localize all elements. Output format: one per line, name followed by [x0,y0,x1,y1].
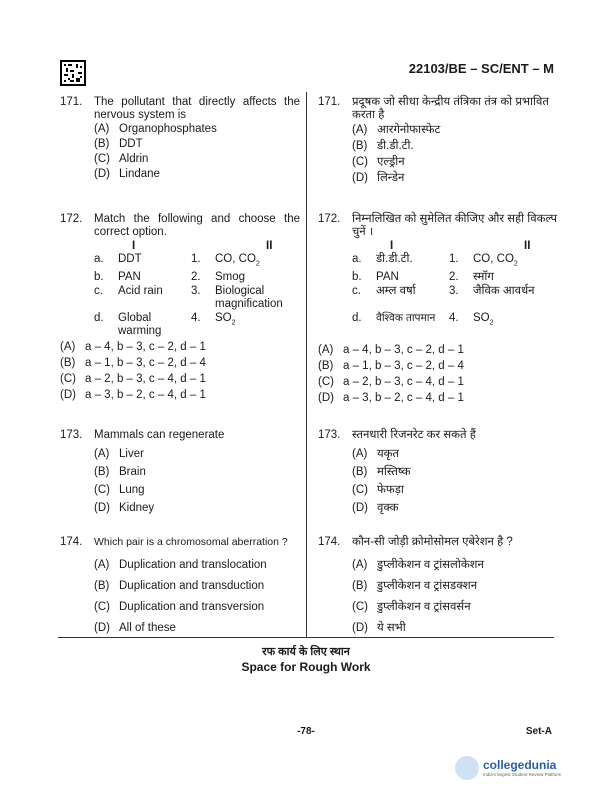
option: (B) a – 1, b – 3, c – 2, d – 4 [60,357,206,370]
question-text: Which pair is a chromosomal aberration ? [94,536,288,548]
option: (A) a – 4, b – 3, c – 2, d – 1 [318,343,464,356]
column-divider [306,92,307,638]
option: (C) डुप्लीकेशन व ट्रांसवर्सन [352,601,471,613]
option: (A) Liver [94,448,144,460]
question-text: कौन-सी जोड़ी क्रोमोसोमल एबेरेशन है ? [352,536,513,548]
option: (B) डी.डी.टी. [352,140,414,152]
question-number: 172. [318,213,341,225]
option: (C) फेफड़ा [352,484,404,496]
option: (A) Duplication and translocation [94,559,267,571]
match-row: c. अम्ल वर्षा 3. जैविक आवर्धन [352,285,535,298]
question-text: Match the following and choose the correct option. [94,213,300,238]
option: (D) ये सभी [352,622,406,634]
option: (A) a – 4, b – 3, c – 2, d – 1 [60,341,206,354]
question-number: 171. [318,96,341,108]
match-row: d. Global warming 4. $SO_2$ [94,312,236,338]
option: (C) Aldrin [94,153,149,165]
option: (C) a – 2, b – 3, c – 4, d – 1 [60,373,206,386]
option: (D) लिन्डेन [352,172,405,184]
match-row: d. वैश्विक तापमान 4. $SO_2$ [352,312,494,327]
question-number: 171. [60,96,83,108]
option: (A) डुप्लीकेशन व ट्रांसलोकेशन [352,559,484,571]
watermark-tagline: India's largest Student Review Platform [483,772,562,777]
option: (D) वृक्क [352,502,399,514]
question-text: स्तनधारी रिजनरेट कर सकते हैं [352,429,476,441]
question-172-hindi [318,213,558,406]
mascot-icon [455,756,479,780]
question-number: 174. [318,536,341,548]
question-172 [60,213,300,403]
question-text: प्रदूषक जो सीधा केन्द्रीय तंत्रिका तंत्र को प्रभावित करता है [352,96,549,121]
question-text: The pollutant that directly affects the nervous system is [94,96,300,121]
question-number: 173. [60,429,83,441]
question-number: 174. [60,536,83,548]
option: (C) Lung [94,484,145,496]
match-row: a. डी.डी.टी. 1. CO, $CO_2$ [352,253,518,268]
question-number: 173. [318,429,341,441]
watermark [455,754,565,782]
option: (D) a – 3, b – 2, c – 4, d – 1 [60,389,206,402]
question-text: Mammals can regenerate [94,429,225,441]
option: (B) डुप्लीकेशन व ट्रांसडक्शन [352,580,478,592]
set-label: Set-A [525,726,552,737]
option: (A) यकृत [352,448,400,460]
question-174 [60,536,300,639]
option: (D) a – 3, b – 2, c – 4, d – 1 [318,391,464,404]
option: (D) Kidney [94,502,155,514]
option: (D) All of these [94,622,176,634]
question-171 [60,96,300,182]
question-173-hindi [318,429,558,517]
match-header: I II [132,240,273,252]
option: (D) Lindane [94,168,160,180]
question-number: 172. [60,213,83,225]
option: (A) आरगेनोफास्फेट [352,124,441,136]
qr-code [60,60,86,86]
option: (A) Organophosphates [94,123,217,135]
match-row: b. PAN 2. Smog [94,271,246,284]
option: (B) मस्तिष्क [352,466,411,478]
option: (C) a – 2, b – 3, c – 4, d – 1 [318,375,464,388]
question-171-hindi [318,96,558,186]
option: (B) DDT [94,138,143,150]
match-row: b. PAN 2. स्मॉग [352,271,494,284]
match-row: a. DDT 1. CO, $CO_2$ [94,253,260,268]
question-174-hindi [318,536,558,639]
option: (C) Duplication and transversion [94,601,265,613]
rough-work-label: Space for Rough Work [241,660,371,674]
option: (C) एल्ड्रीन [352,156,405,168]
option: (B) a – 1, b – 3, c – 2, d – 4 [318,359,464,372]
option: (B) Brain [94,466,146,478]
watermark-brand: collegedunia [483,758,557,772]
option: (B) Duplication and transduction [94,580,265,592]
rough-work-label-hindi: रफ कार्य के लिए स्थान [262,646,350,658]
paper-code: 22103/BE – SC/ENT – M [408,61,554,76]
question-text: निम्नलिखित को सुमेलित कीजिए और सही विकल्प चुनें । [352,213,557,238]
page-number: -78- [297,726,315,737]
match-row: c. Acid rain 3. Biological magnification [94,285,283,311]
question-173 [60,429,300,517]
match-header: I II [390,240,531,252]
